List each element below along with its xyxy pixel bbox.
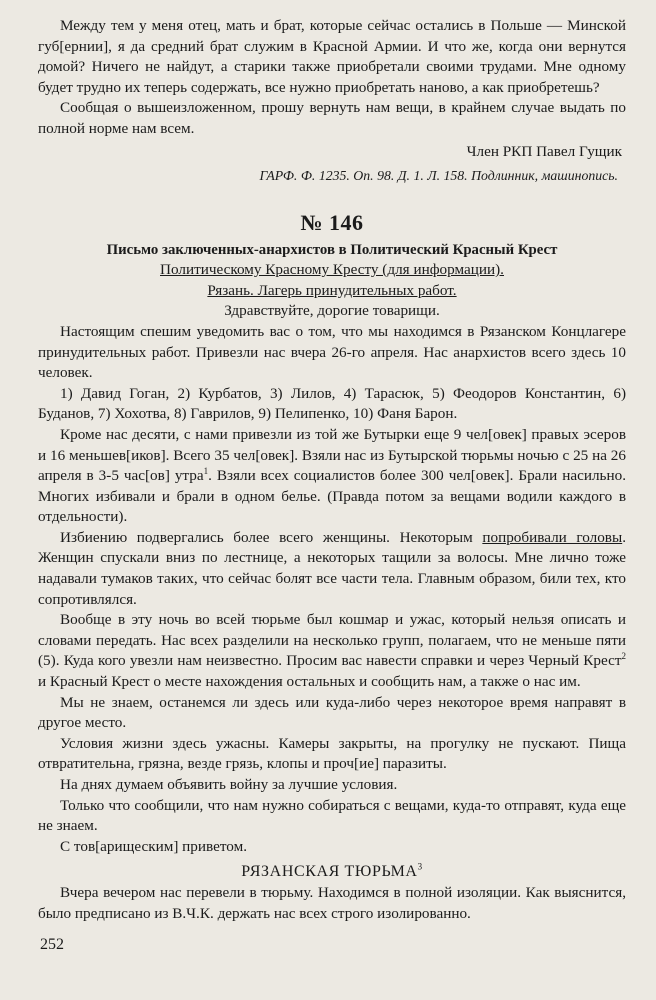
previous-letter-paragraph: Между тем у меня отец, мать и брат, которые сейчас остались в Польше — Минской губ[ернии], я да средний брат служим в Красной Армии. И что же, когда они вернутся домой? Ничего не найдут, а старики также приобретали своими трудами. Мне одному будет трудно их теперь содержать, все нужно приобретать наново, а как приобретешь? xyxy=(38,17,626,96)
text-run: . Взяли всех социалистов более 300 чел[овек]. Брали насильно. Многих избивали и брали в одном белье. (Правда потом за вещами водили каждого в отдельности). xyxy=(38,467,626,526)
archive-reference: ГАРФ. Ф. 1235. Оп. 98. Д. 1. Л. 158. Подлинник, машинопись. xyxy=(259,168,618,184)
addressee-line: Политическому Красному Кресту (для информации). xyxy=(160,261,504,279)
letter-paragraph xyxy=(38,610,626,692)
closing-line: С тов[арищеским] приветом. xyxy=(60,837,247,855)
place-line: Рязань. Лагерь принудительных работ. xyxy=(207,281,457,299)
text-run: Кроме нас десяти, с нами привезли из той же Бутырки еще 9 чел[овек] правых эсеров и 16 меньшев[иков]. Всего 35 чел[овек]. Взяли нас из Бутырской тюрьмы ночью с 25 на 26 апреля в 3-5 час[ов] утра xyxy=(38,425,626,485)
document-number: № 146 xyxy=(300,210,364,236)
letter-paragraph: Настоящим спешим уведомить вас о том, что мы находимся в Рязанском Концлагере принудительных работ. Привезли нас вчера 26-го апреля. Нас анархистов всего здесь 10 человек. xyxy=(38,322,626,382)
subheading-text: РЯЗАНСКАЯ ТЮРЬМА xyxy=(241,863,418,881)
document-title: Письмо заключенных-анархистов в Политический Красный Крест xyxy=(106,242,558,259)
letter-paragraph xyxy=(38,528,626,610)
page-number: 252 xyxy=(40,936,64,953)
previous-letter-paragraph: Сообщая о вышеизложенном, прошу вернуть нам вещи, в крайнем случае выдать по полной норме нам всем. xyxy=(38,99,626,137)
footnote-marker: 1 xyxy=(203,466,209,477)
text-run: Избиению подвергались более всего женщины. Некоторым xyxy=(60,528,483,546)
letter-paragraph-names-list: 1) Давид Гоган, 2) Курбатов, 3) Лилов, 4) Тарасюк, 5) Феодоров Константин, 6) Буданов, 7) Хохотва, 8) Гаврилов, 9) Пелипенко, 10) Фаня Барон. xyxy=(38,384,626,423)
section-subheading xyxy=(38,861,626,883)
text-run: и Красный Крест о месте нахождения остальных и сообщить нам, а также о нас им. xyxy=(38,673,581,691)
letter-paragraph: Мы не знаем, останемся ли здесь или куда-либо через некоторое время направят в другое место. xyxy=(38,693,626,732)
signature: Член РКП Павел Гущик xyxy=(466,142,622,160)
greeting: Здравствуйте, дорогие товарищи. xyxy=(224,302,440,320)
letter-paragraph xyxy=(38,425,626,528)
letter-paragraph: На днях думаем объявить войну за лучшие условия. xyxy=(60,776,398,793)
underlined-text: попробивали головы xyxy=(482,528,623,546)
footnote-marker: 2 xyxy=(621,651,626,662)
footnote-marker: 3 xyxy=(417,862,423,873)
letter-paragraph: Вчера вечером нас перевели в тюрьму. Находимся в полной изоляции. Как выяснится, было предписано из В.Ч.К. держать нас всех строго изолированно. xyxy=(38,884,626,922)
letter-paragraph: Только что сообщили, что нам нужно собираться с вещами, куда-то отправят, куда еще не знаем. xyxy=(38,796,626,835)
text-run: . Женщин спускали вниз по лестнице, а некоторых тащили за волосы. Мне лично тоже надавали тумаков таких, что сейчас болят все части тела. Главным образом, били тех, кто сопротивлялся. xyxy=(38,528,626,608)
letter-paragraph: Условия жизни здесь ужасны. Камеры закрыты, на прогулку не пускают. Пища отвратительна, грязна, везде грязь, клопы и проч[ие] паразиты. xyxy=(38,734,626,773)
text-run: Вообще в эту ночь во всей тюрьме был кошмар и ужас, который нельзя описать и словами передать. Нас всех разделили на несколько групп, полагаем, что не меньше пяти (5). Куда кого увезли нам неизвестно. Просим вас навести справки и через Черный Крест xyxy=(38,611,626,670)
